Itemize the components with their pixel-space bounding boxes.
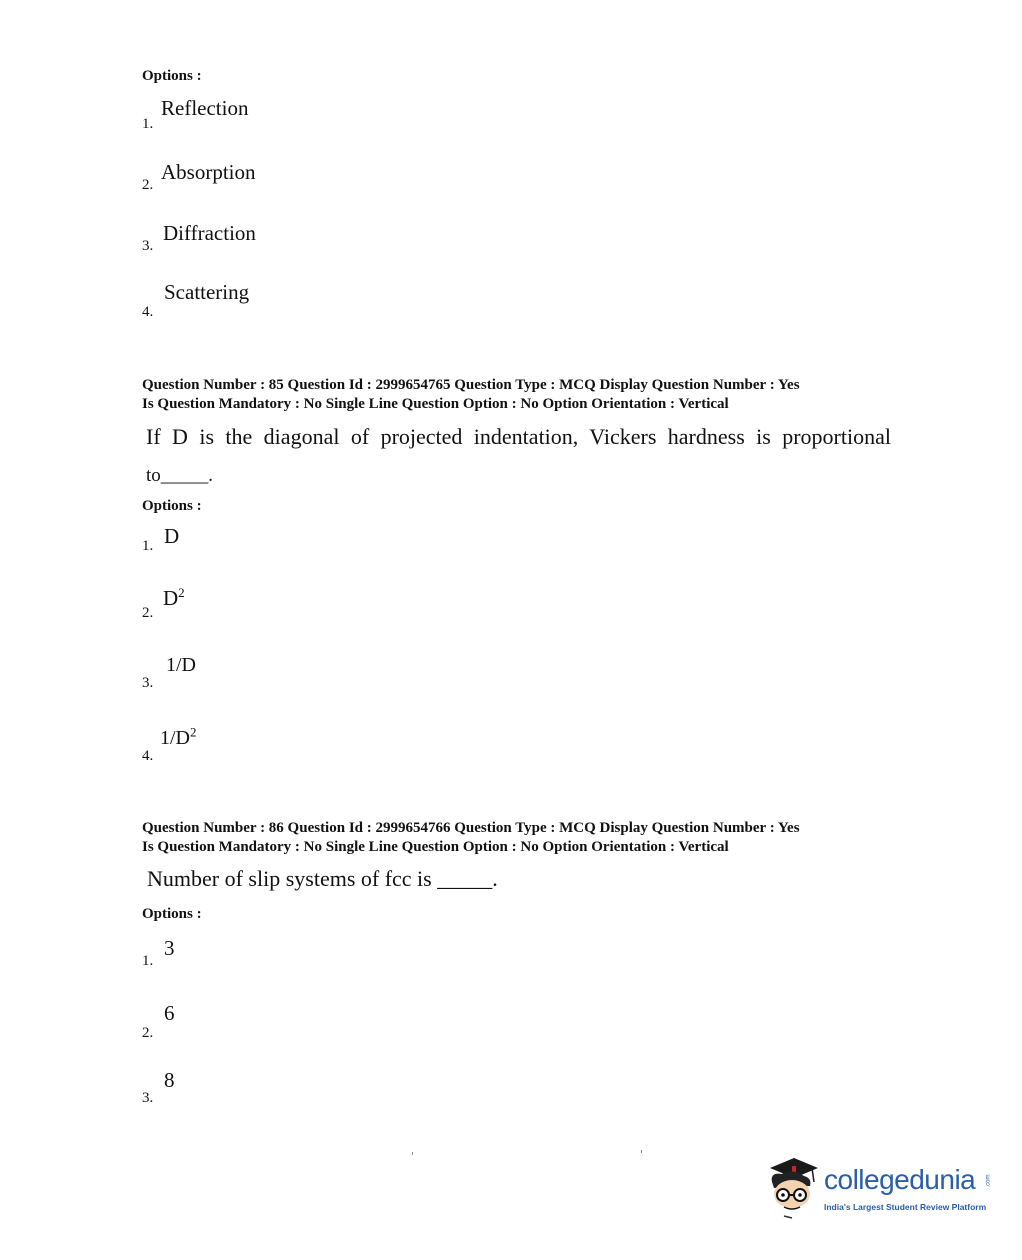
option-number: 3. — [142, 1090, 154, 1106]
option-text: D — [164, 524, 180, 548]
option-text — [160, 724, 197, 750]
option-text: 6 — [164, 1001, 175, 1025]
scan-mark — [641, 1150, 642, 1153]
option-text — [163, 586, 185, 611]
option-text: 1/D — [166, 654, 196, 676]
question-meta-line: Question Number : 85 Question Id : 2999654765 Question Type : MCQ Display Question Number : Yes — [142, 377, 800, 393]
option-text: Absorption — [161, 160, 256, 184]
option-text: Diffraction — [163, 221, 256, 245]
question-meta-line: Question Number : 86 Question Id : 2999654766 Question Type : MCQ Display Question Number : Yes — [142, 820, 800, 836]
option-number: 1. — [142, 116, 154, 132]
options-label: Options : — [142, 498, 202, 514]
scan-mark — [412, 1152, 413, 1155]
question-meta-line: Is Question Mandatory : No Single Line Question Option : No Option Orientation : Vertical — [142, 839, 729, 855]
option-number: 2. — [142, 605, 154, 621]
options-label: Options : — [142, 906, 202, 922]
logo-suffix: .com — [985, 1174, 992, 1188]
question-text: If D is the diagonal of projected indentation, Vickers hardness is proportional — [146, 424, 891, 449]
collegedunia-logo[interactable] — [762, 1152, 1002, 1222]
option-number: 4. — [142, 304, 154, 320]
option-text: Scattering — [164, 280, 250, 304]
option-number: 4. — [142, 748, 154, 764]
option-superscript: 2 — [190, 724, 197, 740]
option-text: 3 — [164, 936, 175, 960]
option-number: 3. — [142, 238, 154, 254]
question-text: Number of slip systems of fcc is _____. — [147, 866, 498, 891]
option-number: 2. — [142, 177, 154, 193]
option-text: 8 — [164, 1068, 175, 1092]
option-base: D — [163, 586, 179, 610]
mascot-icon — [762, 1152, 822, 1222]
option-text: Reflection — [161, 96, 249, 120]
option-superscript: 2 — [178, 585, 185, 600]
question-meta-line: Is Question Mandatory : No Single Line Question Option : No Option Orientation : Vertical — [142, 396, 729, 412]
option-number: 1. — [142, 953, 154, 969]
option-base: 1/D — [160, 727, 190, 749]
logo-wordmark: collegedunia — [824, 1164, 976, 1195]
option-number: 1. — [142, 538, 154, 554]
options-label: Options : — [142, 68, 202, 84]
logo-tagline: India's Largest Student Review Platform — [824, 1202, 987, 1212]
question-text: to_____. — [146, 465, 214, 486]
option-number: 3. — [142, 675, 154, 691]
option-number: 2. — [142, 1025, 154, 1041]
